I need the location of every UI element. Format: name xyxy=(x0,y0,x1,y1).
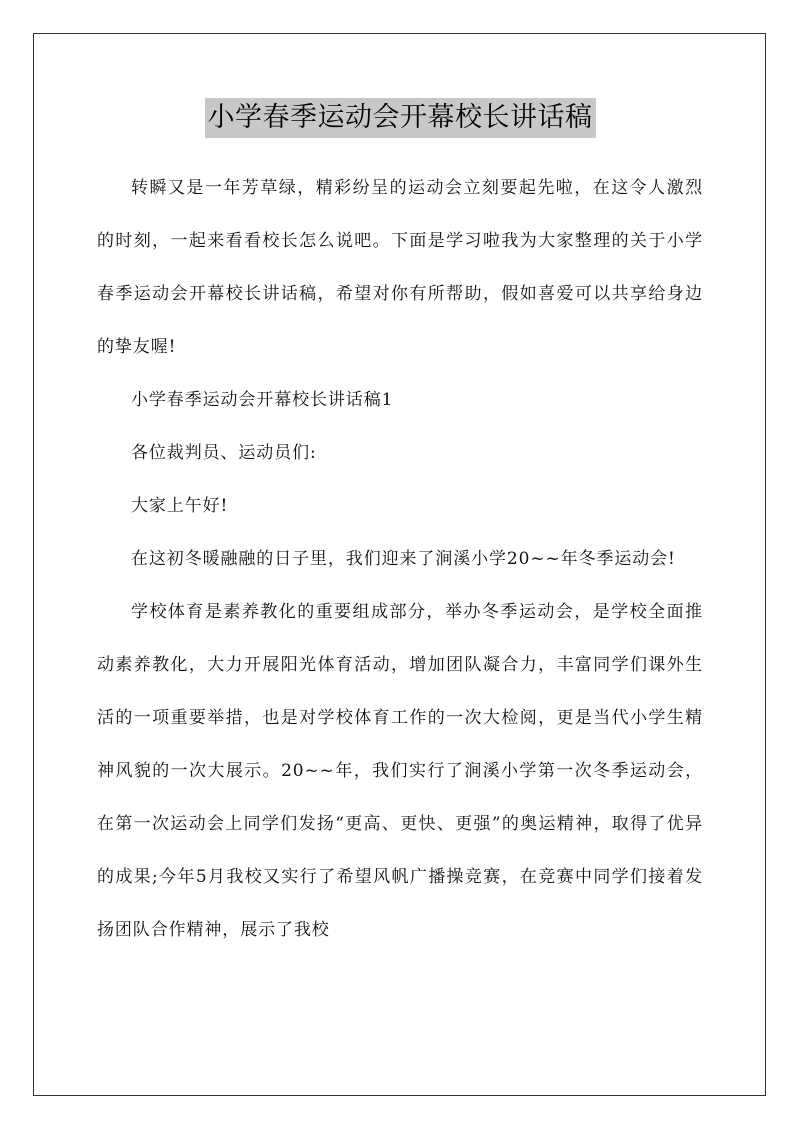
paragraph-salutation: 各位裁判员、运动员们: xyxy=(131,443,317,463)
paragraph-speech-heading: 小学春季运动会开幕校长讲话稿1 xyxy=(131,390,394,410)
paragraph-greeting: 大家上午好! xyxy=(131,496,229,516)
title-wrap xyxy=(0,98,800,138)
document-body xyxy=(97,162,703,957)
paragraph-body: 学校体育是素养教化的重要组成部分，举办冬季运动会，是学校全面推动素养教化，大力开展阳光体育活动，增加团队凝合力，丰富同学们课外生活的一项重要举措，也是对学校体育工作的一次大检阅，更是当代小学生精神风貌的一次大展示。20~~年，我们实行了涧溪小学第一次冬季运动会，在第一次运动会上同学们发扬“更高、更快、更强”的奥运精神，取得了优异的成果;今年5月我校又实行了希望风帆广播操竞赛，在竞赛中同学们接着发扬团队合作精神，展示了我校 xyxy=(97,602,703,940)
paragraph-opening: 在这初冬暖融融的日子里，我们迎来了涧溪小学20~~年冬季运动会! xyxy=(131,549,676,569)
paragraph-intro: 转瞬又是一年芳草绿，精彩纷呈的运动会立刻要起先啦，在这令人激烈的时刻，一起来看看校长怎么说吧。下面是学习啦我为大家整理的关于小学春季运动会开幕校长讲话稿，希望对你有所帮助，假如喜爱可以共享给身边的挚友喔! xyxy=(97,178,703,357)
document-title: 小学春季运动会开幕校长讲话稿 xyxy=(205,98,596,138)
